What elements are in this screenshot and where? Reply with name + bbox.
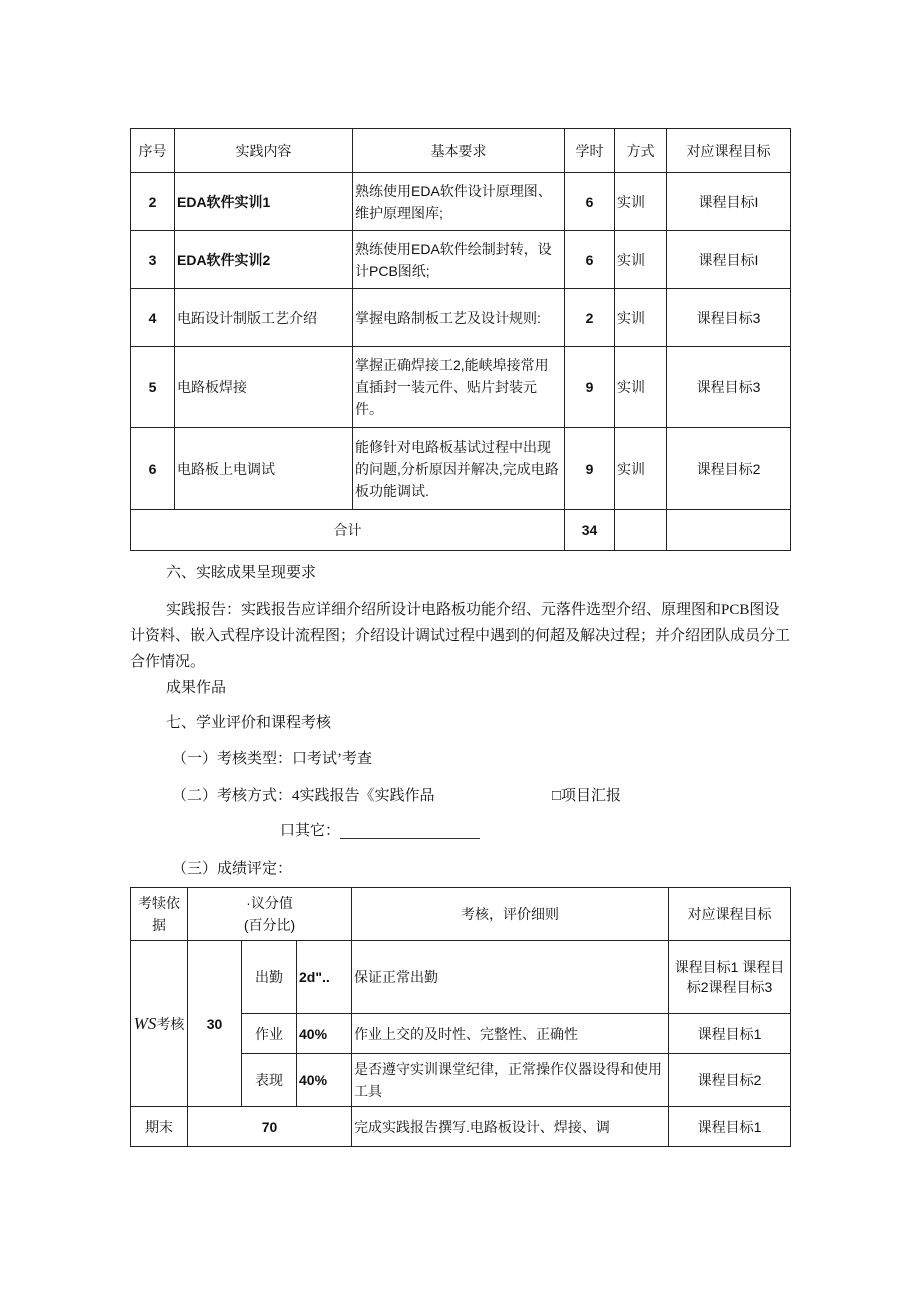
header-detail: 考核，评价细则 (352, 888, 669, 941)
row-no: 3 (131, 231, 175, 289)
header-requirement: 基本要求 (353, 129, 565, 173)
row-requirement: 熟练使用EDA软件设计原理图、维护原理图库; (353, 173, 565, 231)
row-content: EDA软件实训1 (175, 173, 353, 231)
section7-title: 七、学业评价和课程考核 (166, 714, 332, 731)
row-content: 电路板焊接 (175, 347, 353, 428)
item-detail: 保证正常出勤 (352, 941, 669, 1014)
row-goal: 课程目标I (667, 231, 791, 289)
row-requirement: 掌握正确焊接工2,能峡埠接常用直插封一装元件、贴片封装元件。 (353, 347, 565, 428)
table-row (131, 289, 791, 347)
header-content: 实践内容 (175, 129, 353, 173)
table-row (131, 173, 791, 231)
header-goal: 对应课程目标 (669, 888, 791, 941)
item-goal: 课程目标2 (669, 1054, 791, 1107)
assessment-other-line (280, 818, 480, 844)
other-blank-field (340, 824, 480, 839)
assessment-method-project-report: □项目汇报 (552, 788, 622, 804)
header-goal: 对应课程目标 (667, 129, 791, 173)
row-hours: 9 (565, 347, 615, 428)
total-goal-empty (667, 510, 791, 551)
row-hours: 6 (565, 231, 615, 289)
table-row (131, 941, 791, 1014)
item-name: 作业 (242, 1014, 297, 1054)
row-no: 6 (131, 428, 175, 510)
row-goal: 课程目标I (667, 173, 791, 231)
item-goal: 课程目标1 (669, 1014, 791, 1054)
section6-title: 六、实眩成果呈现要求 (166, 564, 317, 581)
final-detail: 完成实践报告撰写.电路板设计、焊接、调 (352, 1107, 669, 1147)
assessment-type-line: （一）考核类型：口考试’考查 (172, 751, 372, 767)
table-row (131, 231, 791, 289)
group-score: 30 (188, 941, 242, 1107)
row-no: 4 (131, 289, 175, 347)
row-hours: 9 (565, 428, 615, 510)
section6-paragraph: 实践报告：实践报告应详细介绍所设计电路板功能介绍、元落件选型介绍、原理图和PCB图设计资料、嵌入式程序设计流程图；介绍设计调试过程中遇到的何超及解决过程；并介绍团队成员分工合作情况。 (130, 602, 791, 670)
row-mode: 实训 (615, 289, 667, 347)
final-goal: 课程目标1 (669, 1107, 791, 1147)
group-label-suffix: 考核 (156, 1015, 185, 1032)
item-detail: 是否遵守实训课堂纪律，正常操作仪器设得和使用工具 (352, 1054, 669, 1107)
row-content: 电跖设计制版工艺介绍 (175, 289, 353, 347)
total-hours: 34 (565, 510, 615, 551)
row-mode: 实训 (615, 231, 667, 289)
item-pct: 2d".. (297, 941, 352, 1014)
header-score-line1: ·议分值 (246, 895, 293, 911)
header-mode: 方式 (615, 129, 667, 173)
total-label: 合计 (131, 510, 565, 551)
practice-table (130, 128, 791, 551)
table-row (131, 428, 791, 510)
group-label-prefix: WS (133, 1013, 157, 1033)
header-hours: 学时 (565, 129, 615, 173)
table-row (131, 347, 791, 428)
group-label (131, 941, 188, 1107)
item-name: 表现 (242, 1054, 297, 1107)
row-mode: 实训 (615, 173, 667, 231)
row-goal: 课程目标3 (667, 289, 791, 347)
item-name: 出勤 (242, 941, 297, 1014)
assessment-method-line: （二）考核方式：4实践报告《实践作品 (172, 788, 435, 804)
final-score: 70 (188, 1107, 352, 1147)
total-mode-empty (615, 510, 667, 551)
row-goal: 课程目标3 (667, 347, 791, 428)
assessment-other-label: 口其它： (280, 823, 341, 839)
header-score-line2: (百分比) (243, 917, 296, 933)
row-content: EDA软件实训2 (175, 231, 353, 289)
row-mode: 实训 (615, 347, 667, 428)
row-hours: 6 (565, 173, 615, 231)
final-label: 期末 (131, 1107, 188, 1147)
row-requirement: 熟练使用EDA软件绘制封转，设计PCB图纸; (353, 231, 565, 289)
grading-table (130, 887, 791, 1147)
header-score (188, 888, 352, 941)
item-goal: 课程目标1 课程目标2课程目标3 (669, 941, 791, 1014)
total-row (131, 510, 791, 551)
row-goal: 课程目标2 (667, 428, 791, 510)
row-no: 5 (131, 347, 175, 428)
row-requirement: 能修针对电路板基试过程中出现的问题,分析原因并解决,完成电路板功能调试. (353, 428, 565, 510)
row-content: 电路板上电调试 (175, 428, 353, 510)
row-no: 2 (131, 173, 175, 231)
header-no: 序号 (131, 129, 175, 173)
item-detail: 作业上交的及时性、完整性、正确性 (352, 1014, 669, 1054)
row-mode: 实训 (615, 428, 667, 510)
row-hours: 2 (565, 289, 615, 347)
final-row (131, 1107, 791, 1147)
header-basis: 考犊依据 (131, 888, 188, 941)
score-evaluation-line: （三）成绩评定： (172, 861, 293, 877)
item-pct: 40% (297, 1014, 352, 1054)
row-requirement: 掌握电路制板工艺及设计规则: (353, 289, 565, 347)
item-pct: 40% (297, 1054, 352, 1107)
section6-item: 成果作品 (166, 680, 227, 696)
